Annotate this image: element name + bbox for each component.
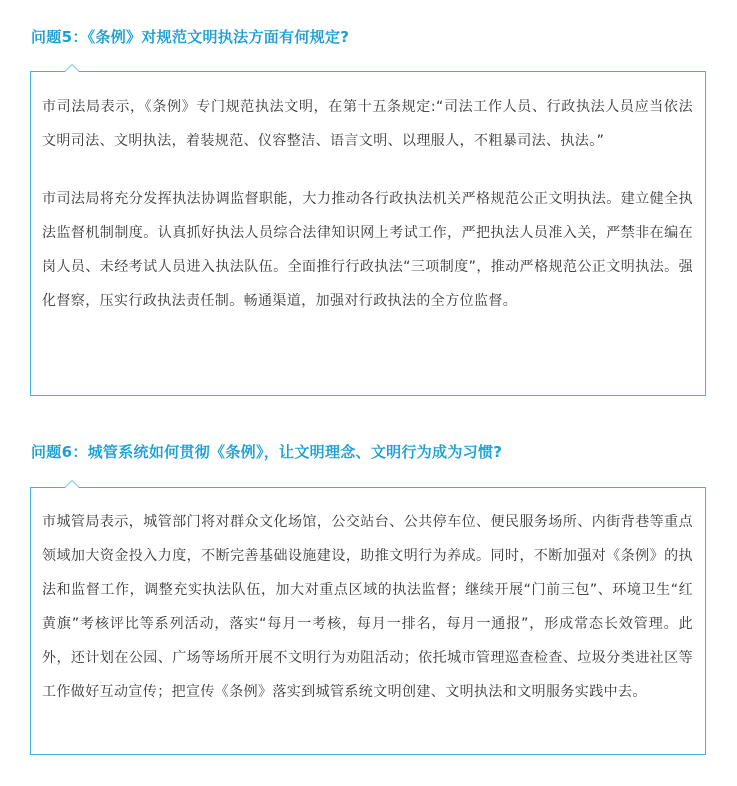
question-5-title: 问题5：《条例》对规范文明执法方面有何规定?	[31, 28, 350, 46]
answer-6-box	[30, 487, 706, 755]
answer-5-box	[30, 71, 706, 396]
callout-pointer	[64, 64, 80, 72]
answer-5-paragraph-2: 市司法局将充分发挥执法协调监督职能，大力推动各行政执法机关严格规范公正文明执法。建立健全执法监督机制制度。认真抓好执法人员综合法律知识网上考试工作，严把执法人员准入关，严禁非在编在岗人员、未经考试人员进入执法队伍。全面推行行政执法“三项制度”，推动严格规范公正文明执法。强化督察，压实行政执法责任制。畅通渠道，加强对行政执法的全方位监督。	[42, 191, 693, 309]
answer-5-paragraph-1: 市司法局表示，《条例》专门规范执法文明，在第十五条规定:“司法工作人员、行政执法人员应当依法文明司法、文明执法，着装规范、仪容整洁、语言文明、以理服人，不粗暴司法、执法。”	[42, 99, 693, 149]
question-6-title: 问题6：城管系统如何贯彻《条例》，让文明理念、文明行为成为习惯?	[31, 443, 503, 461]
callout-pointer	[64, 480, 80, 488]
answer-6-paragraph-1: 市城管局表示，城管部门将对群众文化场馆，公交站台、公共停车位、便民服务场所、内街背巷等重点领域加大资金投入力度，不断完善基础设施建设，助推文明行为养成。同时，不断加强对《条例》的执法和监督工作，调整充实执法队伍，加大对重点区域的执法监督；继续开展“门前三包”、环境卫生“红黄旗”考核评比等系列活动，落实“每月一考核，每月一排名，每月一通报”，形成常态长效管理。此外，还计划在公园、广场等场所开展不文明行为劝阻活动；依托城市管理巡查检查、垃圾分类进社区等工作做好互动宣传；把宣传《条例》落实到城管系统文明创建、文明执法和文明服务实践中去。	[42, 514, 693, 700]
